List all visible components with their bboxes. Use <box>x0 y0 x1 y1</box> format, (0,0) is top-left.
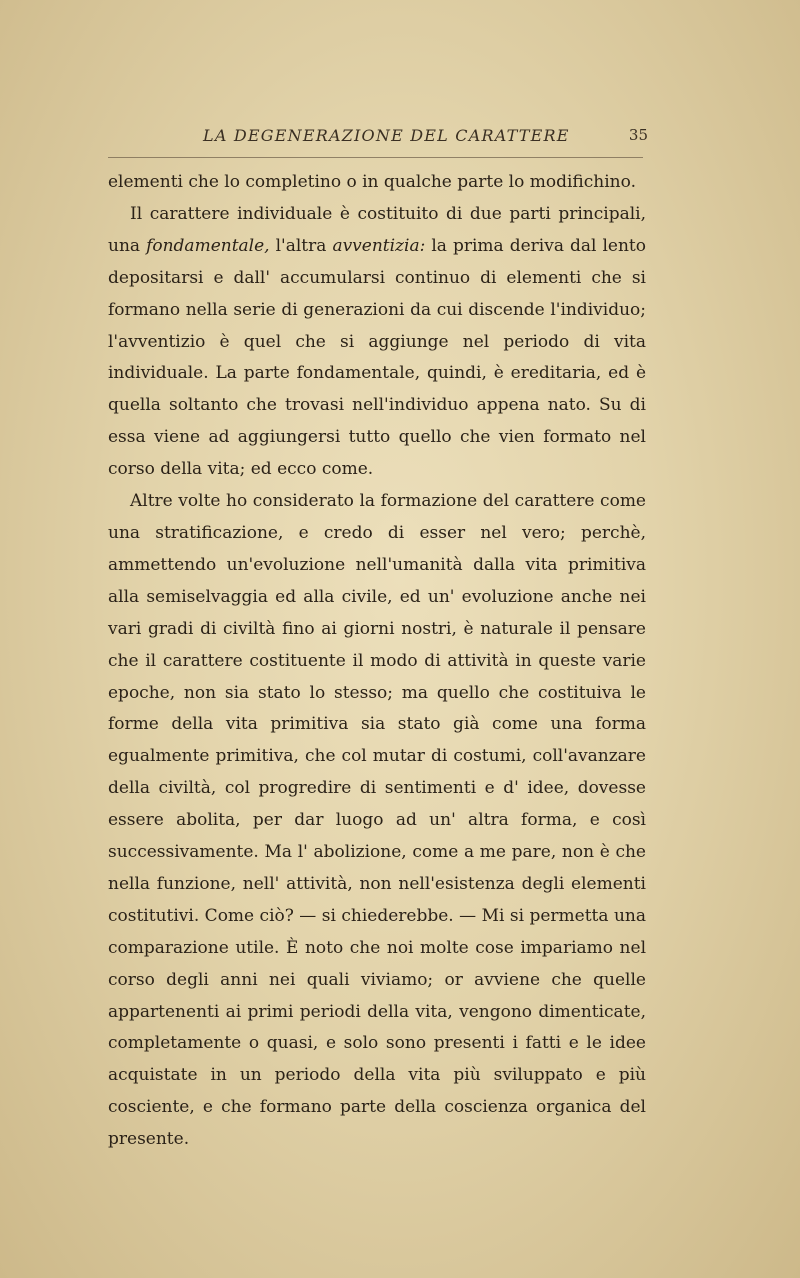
paragraph-2 <box>108 199 646 486</box>
running-title: LA DEGENERAZIONE DEL CARATTERE <box>203 126 570 145</box>
paragraph-1 <box>108 167 646 199</box>
term-fondamentale: fondamentale, <box>146 235 270 256</box>
term-avventizia: avventizia: <box>332 235 426 256</box>
running-header <box>108 126 648 152</box>
paragraph-3 <box>108 486 646 1156</box>
paragraph-2-text-b: l'altra <box>269 235 333 256</box>
paragraph-2-text-c: la prima deriva dal lento depositarsi e dall' accumularsi continuo di elementi che si formano nella serie di generazioni da cui discende l'individuo; l'avventizio è quel che si aggiunge nel periodo di vita individuale. La parte fondamentale, quindi, è ereditaria, ed è quella soltanto che trovasi nell'individuo appena nato. Su di essa viene ad aggiungersi tutto quello che vien formato nel corso della vita; ed ecco come. <box>108 235 646 480</box>
page-number: 35 <box>628 126 648 144</box>
paragraph-3-text: Altre volte ho considerato la formazione del carattere come una stratificazione, e credo di esser nel vero; perchè, ammettendo un'evoluzione nell'umanità dalla vita primitiva alla semiselvaggia ed alla civile, ed un' evoluzione anche nei vari gradi di civiltà fino ai giorni nostri, è naturale il pensare che il carattere costituente il modo di attività in queste varie epoche, non sia stato lo stesso; ma quello che costituiva le forme della vita primitiva sia stato già come una forma egualmente primitiva, che col mutar di costumi, coll'avanzare della civiltà, col progredire di sentimenti e d' idee, dovesse essere abolita, per dar luogo ad un' altra forma, e così successivamente. Ma l' abolizione, come a me pare, non è che nella funzione, nell' attività, non nell'esistenza degli elementi costitutivi. Come ciò? — si chiederebbe. — Mi si permetta una comparazione utile. È noto che noi molte cose impariamo nel corso degli anni nei quali viviamo; or avviene che quelle appartenenti ai primi periodi della vita, vengono dimenticate, completamente o quasi, e solo sono presenti i fatti e le idee acquistate in un periodo della vita più sviluppato e più cosciente, e che formano parte della coscienza organica del presente. <box>108 491 646 1150</box>
paragraph-1-text: elementi che lo completino o in qualche parte lo modifichino. <box>108 172 636 192</box>
paragraph-2-text-a: Il carattere individuale è costituito di due parti principali, una <box>108 203 646 256</box>
header-rule <box>108 157 643 158</box>
body-text <box>108 167 646 1156</box>
